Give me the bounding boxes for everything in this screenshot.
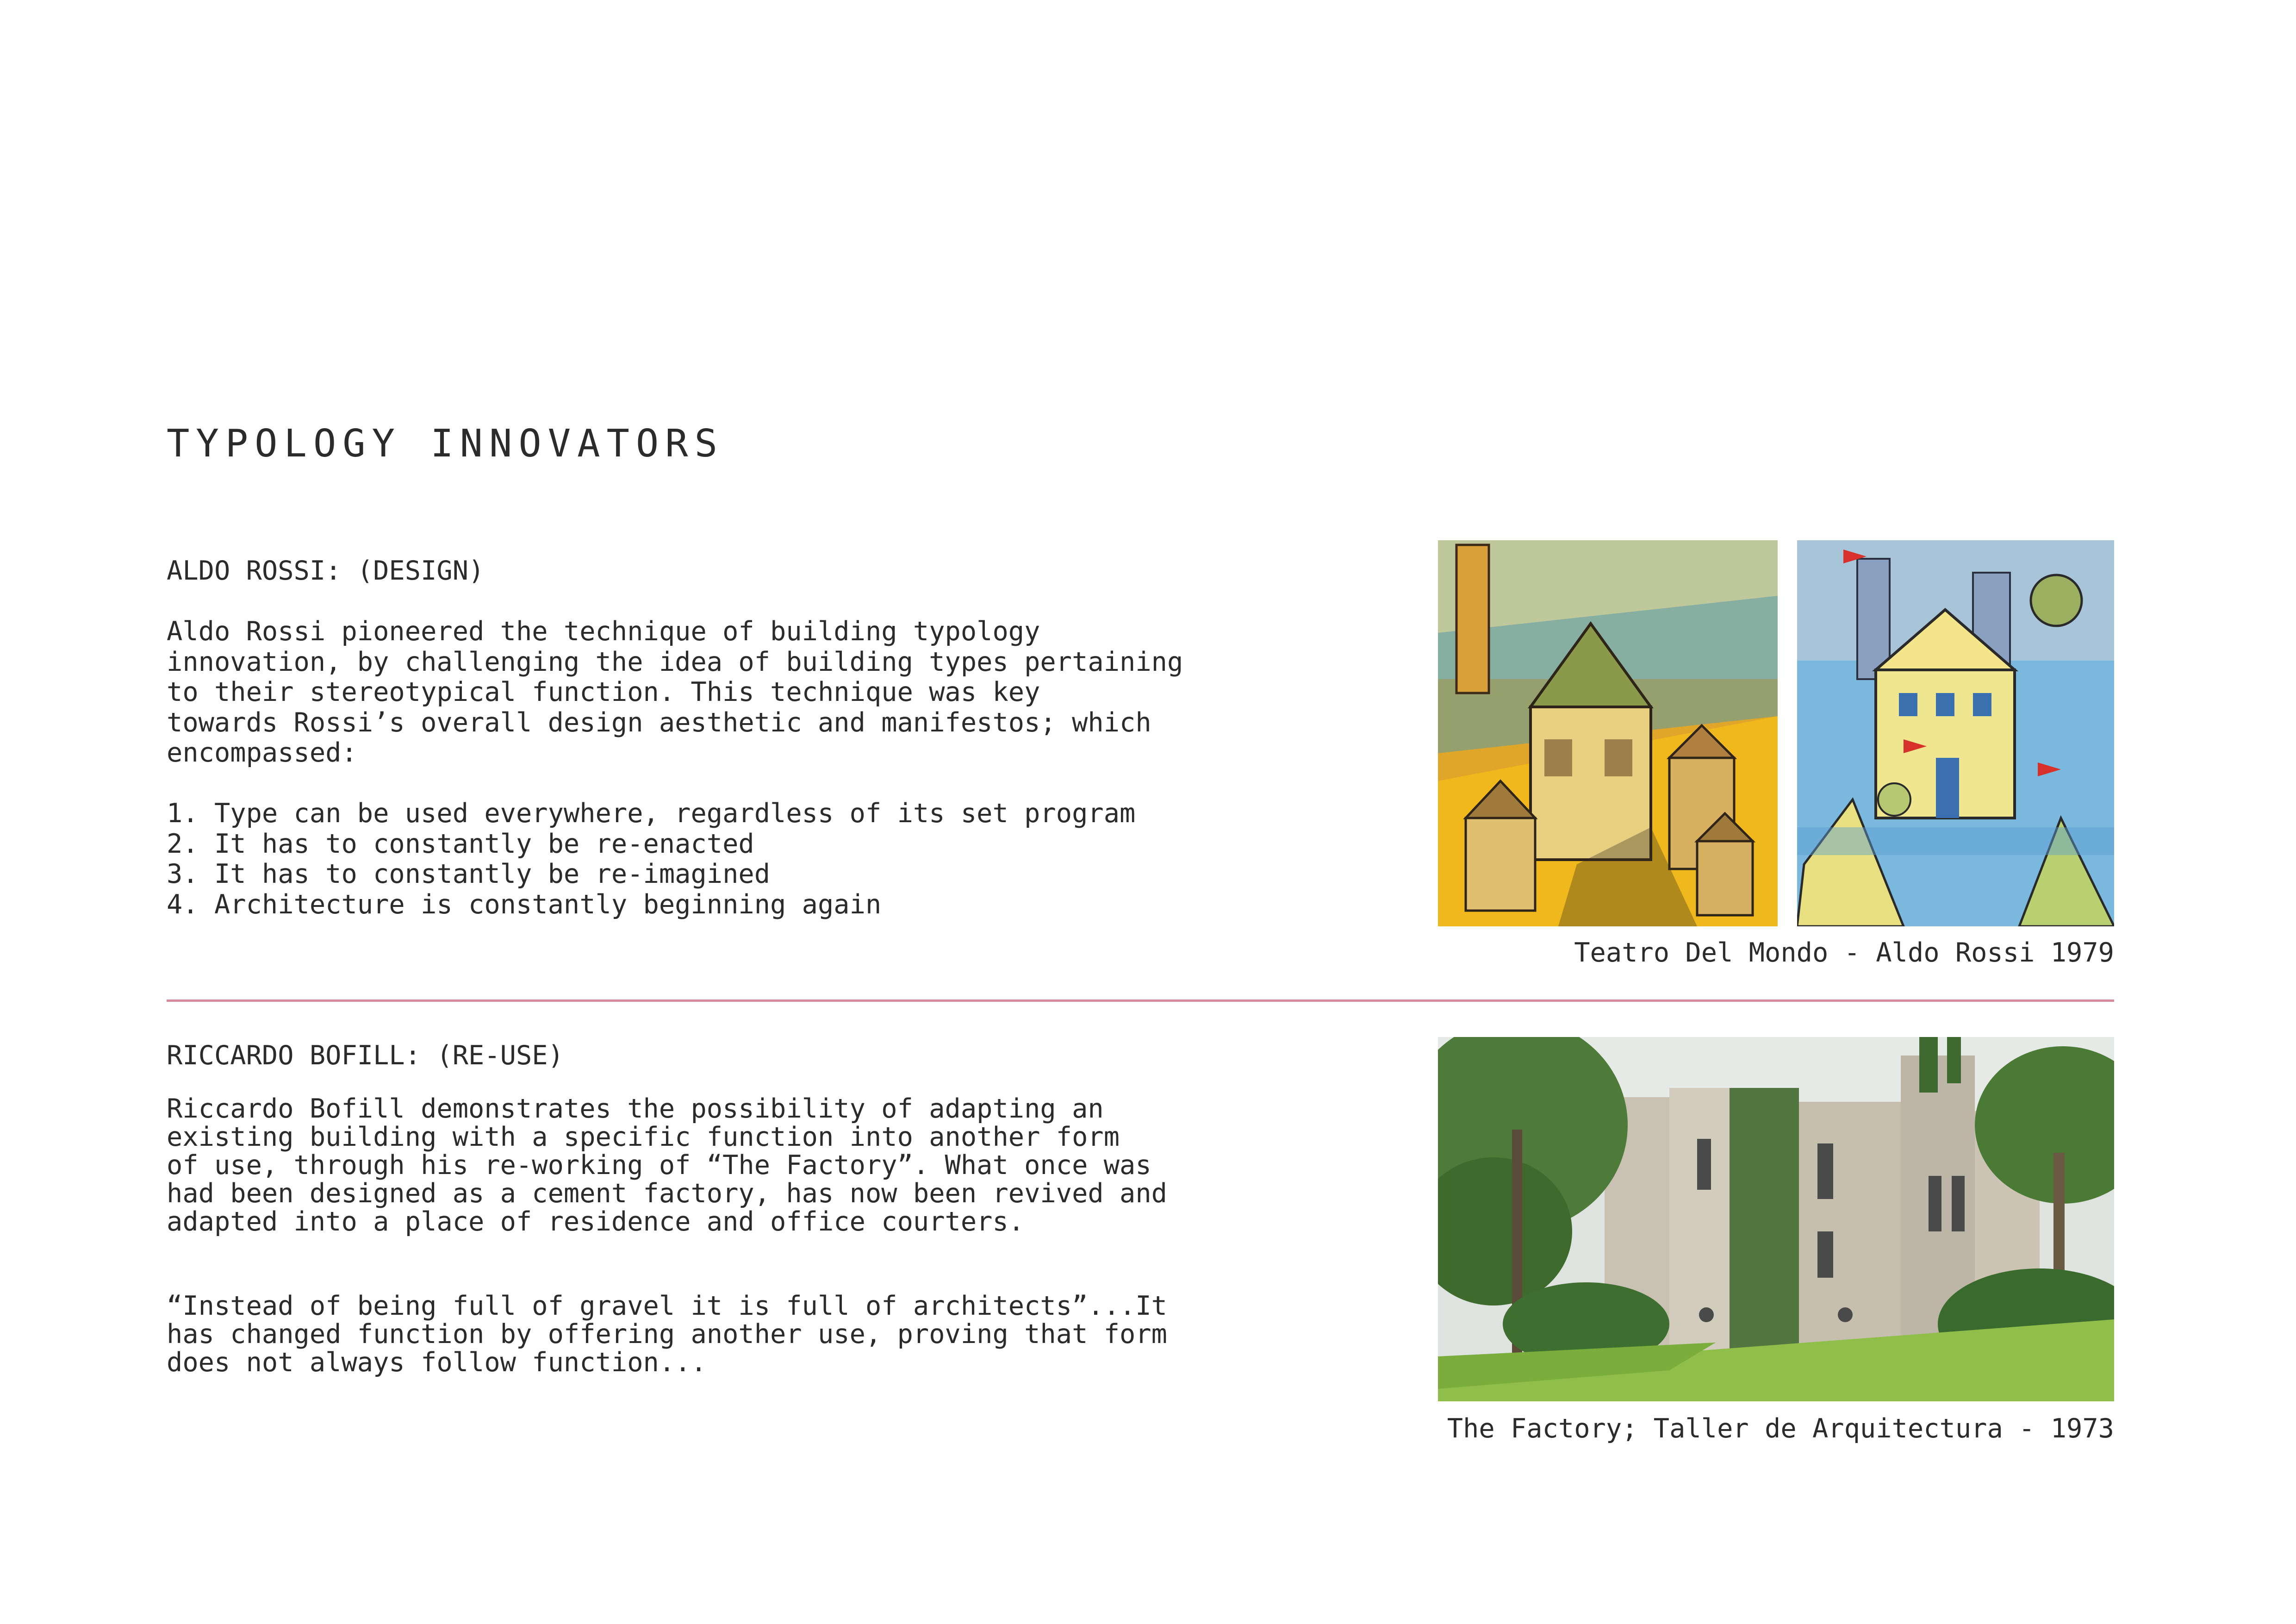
bofill-quote xyxy=(167,1292,1167,1377)
quote-line: “Instead of being full of gravel it is full of architects”...It xyxy=(167,1291,1167,1321)
paragraph-line: existing building with a specific function into another form xyxy=(167,1122,1120,1152)
paragraph-line: Riccardo Bofill demonstrates the possibility of adapting an xyxy=(167,1093,1104,1124)
list-item: 2. It has to constantly be re-enacted xyxy=(167,828,754,859)
paragraph-line: had been designed as a cement factory, has now been revived and xyxy=(167,1178,1167,1209)
page-title: TYPOLOGY INNOVATORS xyxy=(167,422,724,466)
principles-list xyxy=(167,799,1135,920)
aldo-rossi-paragraph xyxy=(167,617,1183,768)
bofill-paragraph xyxy=(167,1095,1167,1236)
section-heading-aldo-rossi: ALDO ROSSI: (DESIGN) xyxy=(167,556,485,586)
section-divider xyxy=(167,999,2114,1002)
factory-photo-image xyxy=(1438,1037,2114,1401)
list-item: 1. Type can be used everywhere, regardless of its set program xyxy=(167,798,1136,829)
quote-line: does not always follow function... xyxy=(167,1347,707,1378)
factory-caption: The Factory; Taller de Arquitectura - 1973 xyxy=(1447,1413,2114,1444)
paragraph-line: innovation, by challenging the idea of building types pertaining xyxy=(167,646,1183,677)
section-heading-riccardo-bofill: RICCARDO BOFILL: (RE-USE) xyxy=(167,1040,564,1071)
paragraph-line: adapted into a place of residence and office courters. xyxy=(167,1206,1025,1237)
paragraph-line: encompassed: xyxy=(167,737,357,768)
teatro-caption: Teatro Del Mondo - Aldo Rossi 1979 xyxy=(1574,937,2114,968)
paragraph-line: of use, through his re-working of “The Factory”. What once was xyxy=(167,1150,1151,1181)
list-item: 3. It has to constantly be re-imagined xyxy=(167,859,771,889)
paragraph-line: towards Rossi’s overall design aesthetic and manifestos; which xyxy=(167,707,1151,738)
quote-line: has changed function by offering another use, proving that form xyxy=(167,1319,1167,1349)
paragraph-line: Aldo Rossi pioneered the technique of building typology xyxy=(167,616,1040,647)
teatro-sketch-image-right xyxy=(1797,540,2114,926)
paragraph-line: to their stereotypical function. This technique was key xyxy=(167,677,1040,707)
teatro-sketch-image-left xyxy=(1438,540,1778,926)
list-item: 4. Architecture is constantly beginning again xyxy=(167,889,882,920)
